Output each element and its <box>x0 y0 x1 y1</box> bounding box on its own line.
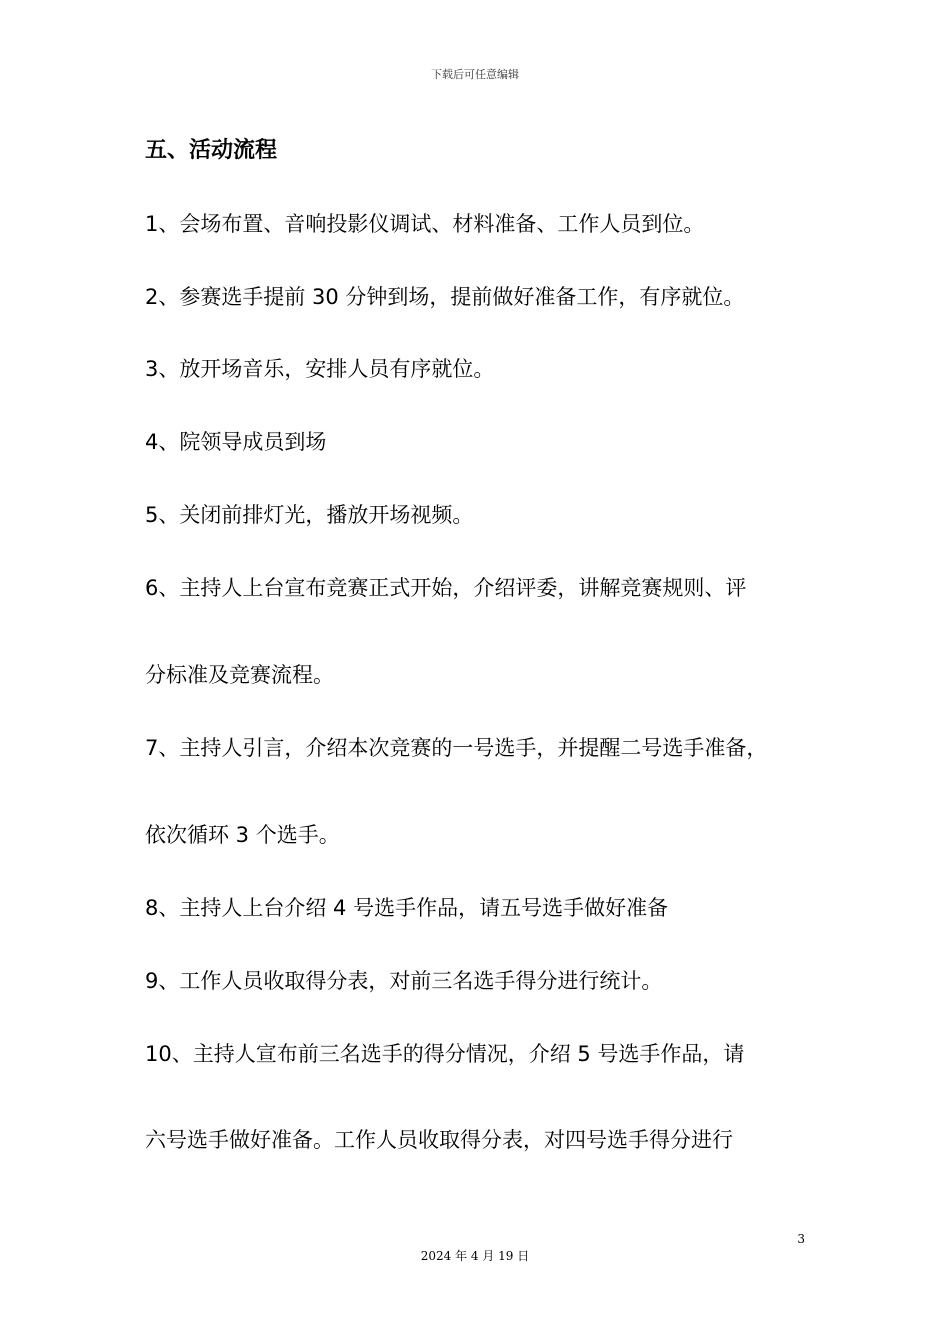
step-5: 5、关闭前排灯光，播放开场视频。 <box>145 503 474 527</box>
step-10-line-1: 10、主持人宣布前三名选手的得分情况，介绍 5 号选手作品，请 <box>145 1042 745 1066</box>
footer-date: 2024 年 4 月 19 日 <box>420 1249 530 1263</box>
step-7-line-1: 7、主持人引言，介绍本次竞赛的一号选手，并提醒二号选手准备， <box>145 736 768 760</box>
step-9: 9、工作人员收取得分表，对前三名选手得分进行统计。 <box>145 969 663 993</box>
page-header: 下载后可任意编辑 <box>431 68 519 81</box>
step-4: 4、院领导成员到场 <box>145 430 327 454</box>
step-1: 1、会场布置、音响投影仪调试、材料准备、工作人员到位。 <box>145 212 705 236</box>
step-10-line-2: 六号选手做好准备。工作人员收取得分表，对四号选手得分进行 <box>145 1128 733 1152</box>
section-title: 五、活动流程 <box>145 138 278 163</box>
document-body <box>145 134 825 1152</box>
step-6-line-1: 6、主持人上台宣布竞赛正式开始，介绍评委，讲解竞赛规则、评 <box>145 576 747 600</box>
step-7-line-2: 依次循环 3 个选手。 <box>145 823 340 847</box>
step-2: 2、参赛选手提前 30 分钟到场，提前做好准备工作，有序就位。 <box>145 285 745 309</box>
step-3: 3、放开场音乐，安排人员有序就位。 <box>145 357 495 381</box>
page-number: 3 <box>797 1232 805 1246</box>
step-8: 8、主持人上台介绍 4 号选手作品，请五号选手做好准备 <box>145 896 669 920</box>
step-6-line-2: 分标准及竞赛流程。 <box>145 663 334 687</box>
